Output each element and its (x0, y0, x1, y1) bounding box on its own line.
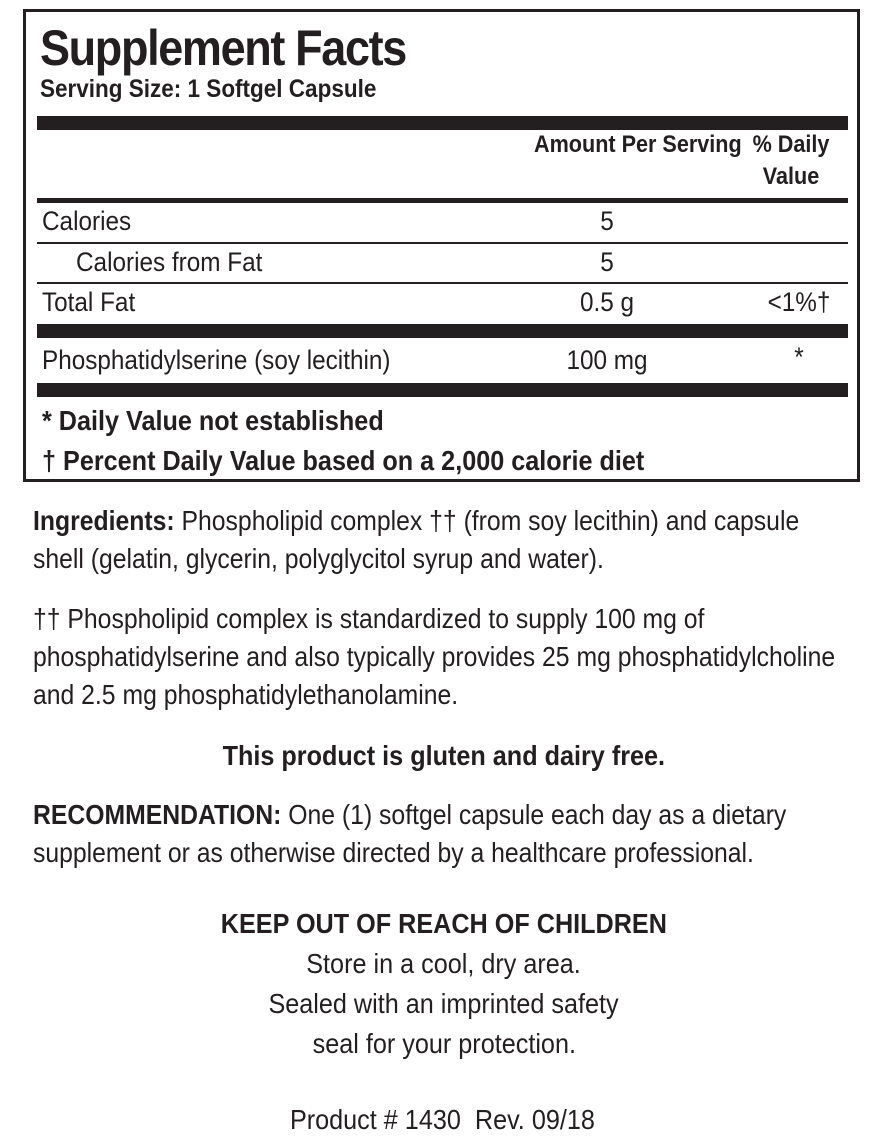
row-label-calories: Calories (42, 206, 132, 236)
divider-thick-mid (37, 324, 848, 338)
footnote-daily-value: * Daily Value not established (42, 405, 384, 436)
serving-size: Serving Size: 1 Softgel Capsule (40, 75, 377, 103)
column-header-daily-value: % Daily Value (752, 131, 830, 190)
divider-row (37, 242, 848, 244)
row-amount-phosphatidylserine: 100 mg (566, 345, 648, 375)
column-header-amount: Amount Per Serving (534, 131, 742, 158)
ingredients-label: Ingredients: (33, 505, 175, 536)
divider-thick-bottom (37, 383, 848, 397)
row-label-total-fat: Total Fat (42, 287, 136, 317)
recommendation-text: One (1) softgel capsule each day as a dietary supplement or as otherwise directed by a healthcare professional. (33, 799, 787, 868)
ingredients-paragraph (33, 502, 852, 578)
row-dv-total-fat: <1%† (767, 287, 831, 317)
row-label-phosphatidylserine: Phosphatidylserine (soy lecithin) (42, 345, 391, 375)
facts-title: Supplement Facts (40, 20, 406, 76)
row-amount-calories: 5 (600, 206, 614, 236)
keep-out-of-reach-warning: KEEP OUT OF REACH OF CHILDREN (220, 908, 668, 939)
row-amount-calories-from-fat: 5 (600, 247, 614, 277)
divider-thick-top (37, 116, 848, 130)
row-amount-total-fat: 0.5 g (579, 287, 635, 317)
storage-line: Sealed with an imprinted safety (268, 988, 620, 1019)
divider-row (37, 282, 848, 284)
phospholipid-complex-note: †† Phospholipid complex is standardized to supply 100 mg of phosphatidylserine and also typically provides 25 mg phosphatidylcholine and 2.5 mg phosphatidylethanolamine. (33, 603, 836, 710)
recommendation-label: RECOMMENDATION: (33, 799, 282, 830)
product-code: Product # 1430 Rev. 09/18 (289, 1104, 595, 1135)
supplement-facts-panel (23, 9, 860, 482)
row-label-calories-from-fat: Calories from Fat (76, 247, 263, 277)
storage-line: Store in a cool, dry area. (306, 948, 582, 979)
ingredients-text: Phospholipid complex †† (from soy lecithin) and capsule shell (gelatin, glycerin, polyglycitol syrup and water). (33, 505, 800, 574)
divider-header (37, 198, 848, 203)
row-dv-phosphatidylserine: * (794, 342, 804, 372)
footnote-percent-daily-value: † Percent Daily Value based on a 2,000 calorie diet (42, 445, 645, 476)
storage-line: seal for your protection. (312, 1028, 576, 1059)
recommendation-paragraph (33, 796, 852, 872)
gluten-dairy-free-note: This product is gluten and dairy free. (222, 740, 666, 771)
